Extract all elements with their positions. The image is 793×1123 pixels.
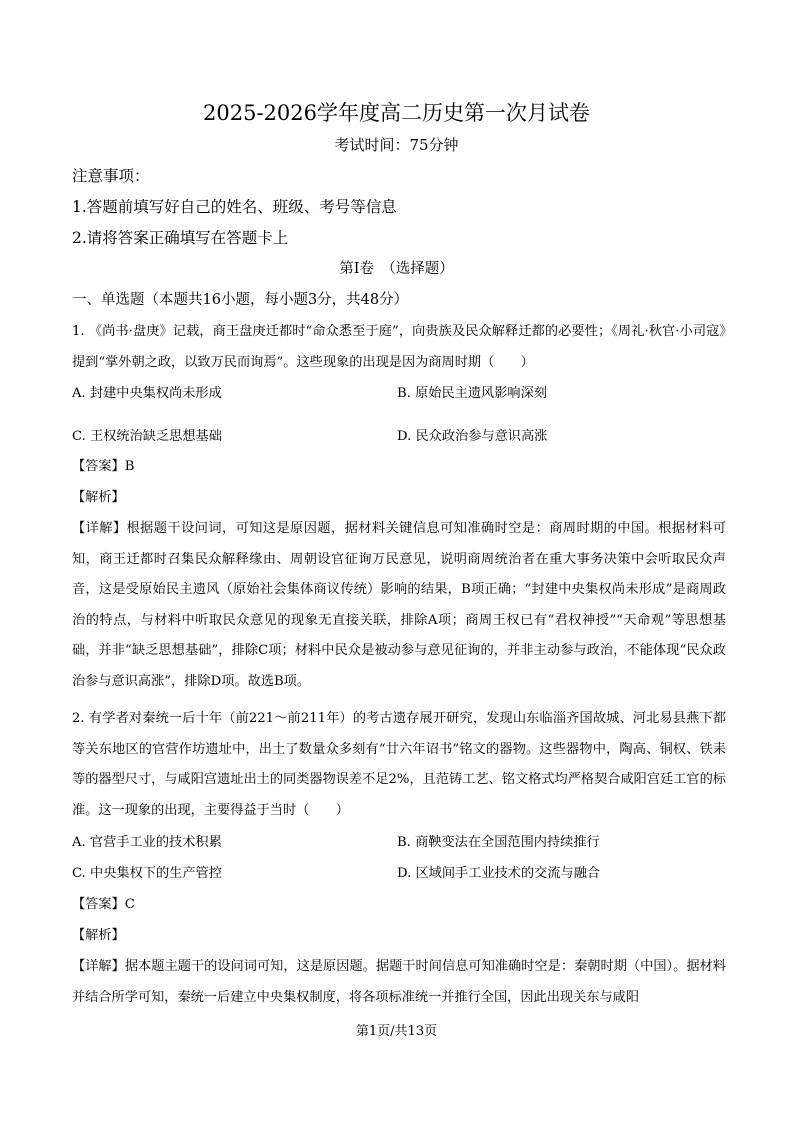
question-2-answer: 【答案】C [72,897,135,912]
question-1-option-d: D. 民众政治参与意识高涨 [397,429,548,444]
page-footer: 第1页/共13页 [355,1024,438,1039]
volume-heading: 第Ⅰ卷 （选择题） [339,261,454,277]
question-2-option-d: D. 区域间手工业技术的交流与融合 [397,866,601,881]
question-2-stem: 2. 有学者对秦统一后十年（前221～前211年）的考古遗存展开研究，发现山东临淄齐国故城、河北易县燕下都等关东地区的官营作坊遗址中，出土了数量众多刻有“廿六年诏书”铭文的器物。这些器物中，陶高、铜权、铁耒等的器型尺寸，与咸阳宫遗址出土的同类器物误差不足2%，且范铸工艺、铭文格式均严格契合咸阳宫廷工官的标准。这一现象的出现，主要得益于当时（ ） [72,711,726,818]
question-1-stem: 1. 《尚书·盘庚》记载，商王盘庚迁都时“命众悉至于庭”，向贵族及民众解释迁都的必要性；《周礼·秋官·小司寇》提到“掌外朝之政，以致万民而询焉”。这些现象的出现是因为商周时期（ ） [72,324,726,370]
question-1-detail: 【详解】根据题干设问词，可知这是原因题，据材料关键信息可知准确时空是：商周时期的中国。根据材料可知，商王迁都时召集民众解释缘由、周朝设官征询万民意见，说明商周统治者在重大事务决策中会听取民众声音，这是受原始民主遗风（原始社会集体商议传统）影响的结果，B项正确；“封建中央集权尚未形成”是商周政治的特点，与材料中听取民众意见的现象无直接关联，排除A项；商周王权已有“君权神授”“天命观”等思想基础，并非“缺乏思想基础”，排除C项；材料中民众是被动参与意见征询的，并非主动参与政治，不能体现“民众政治参与意识高涨”，排除D项。故选B项。 [72,521,726,689]
notice-item: 2.请将答案正确填写在答题卡上 [72,229,289,247]
question-2-option-b: B. 商鞅变法在全国范围内持续推行 [397,835,600,850]
section-heading: 一、单选题（本题共16小题，每小题3分，共48分） [72,292,409,308]
notice-item: 1.答题前填写好自己的姓名、班级、考号等信息 [72,198,397,216]
notice-heading: 注意事项： [72,167,150,185]
exam-time: 考试时间：75分钟 [334,136,459,154]
page-title: 2025-2026学年度高二历史第一次月试卷 [203,101,590,125]
question-1-answer: 【答案】B [72,459,135,474]
question-1-option-a: A. 封建中央集权尚未形成 [72,386,222,401]
question-1-option-b: B. 原始民主遗风影响深刻 [397,386,547,401]
question-2-option-a: A. 官营手工业的技术积累 [72,835,222,850]
question-1-option-c: C. 王权统治缺乏思想基础 [72,429,222,444]
question-2-analysis-label: 【解析】 [72,928,125,943]
question-2-option-c: C. 中央集权下的生产管控 [72,866,222,881]
question-2-detail: 【详解】据本题主题干的设问词可知，这是原因题。据题干时间信息可知准确时空是：秦朝时期（中国）。据材料并结合所学可知，秦统一后建立中央集权制度，将各项标准统一并推行全国，因此出现关东与咸阳 [72,959,726,1005]
question-1-analysis-label: 【解析】 [72,490,125,505]
